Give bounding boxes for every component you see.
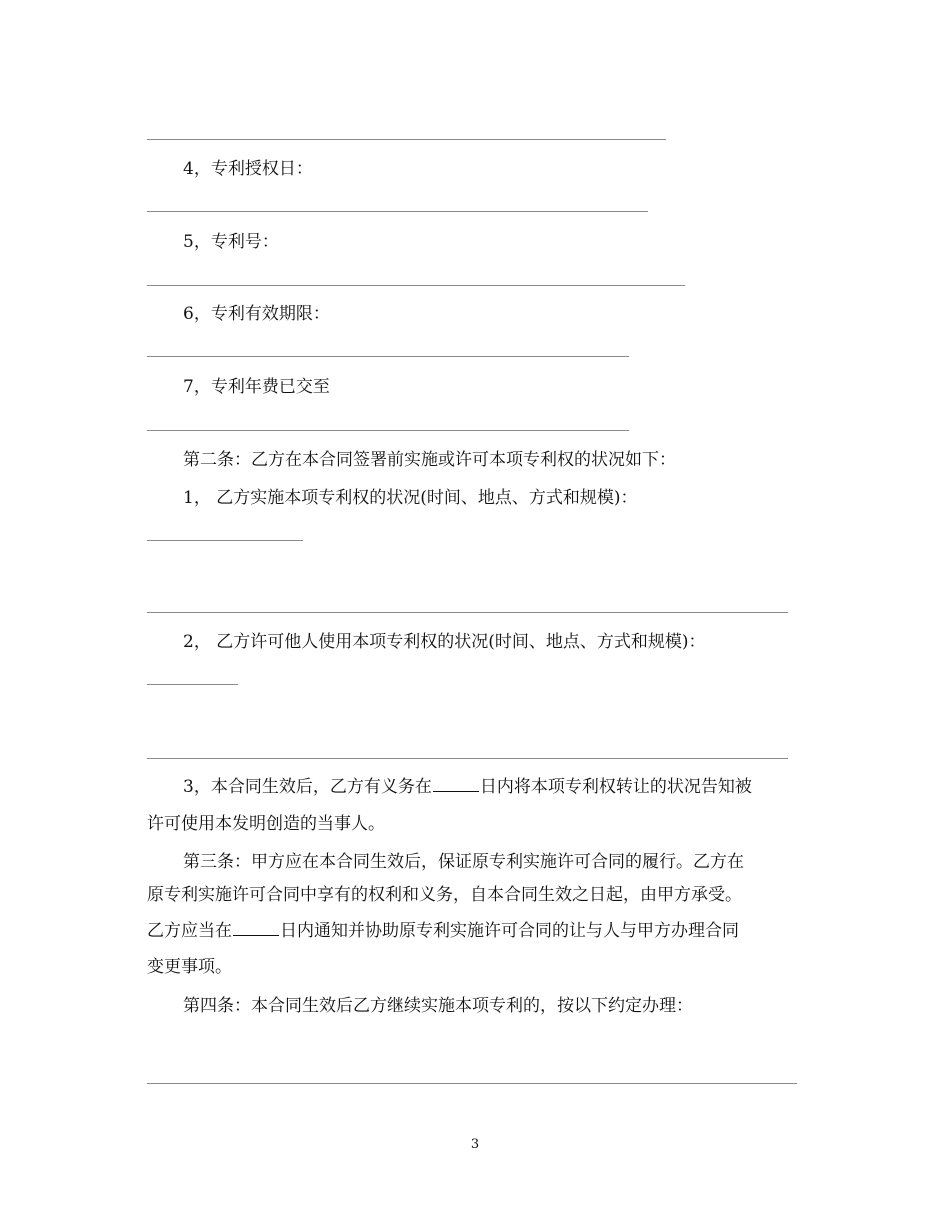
fill-in-line xyxy=(147,758,788,759)
fill-in-line xyxy=(147,285,685,286)
fill-in-line xyxy=(147,211,648,212)
fill-in-line xyxy=(147,684,238,685)
article-2-heading: 第二条：乙方在本合同签署前实施或许可本项专利权的状况如下： xyxy=(183,450,676,470)
article-3-line-3 xyxy=(147,919,739,943)
article-2-item-2: 2， 乙方许可他人使用本项专利权的状况(时间、地点、方式和规模)： xyxy=(183,632,706,652)
page-number: 3 xyxy=(470,1137,480,1152)
item-patent-number: 5，专利号： xyxy=(183,232,279,252)
fill-in-line xyxy=(147,139,666,140)
item-validity-period: 6，专利有效期限： xyxy=(183,304,330,324)
article-2-item-1: 1， 乙方实施本项专利权的状况(时间、地点、方式和规模)： xyxy=(183,488,638,508)
article-3-line-1: 第三条：甲方应在本合同生效后，保证原专利实施许可合同的履行。乙方在 xyxy=(183,852,744,872)
article-2-item-3-text-a: 3，本合同生效后，乙方有义务在 xyxy=(183,777,432,797)
article-2-item-3-text-b: 日内将本项专利权转让的状况告知被 xyxy=(479,777,752,797)
item-grant-date: 4，专利授权日： xyxy=(183,159,313,179)
article-2-item-3-line-1 xyxy=(183,775,752,799)
article-3-line-2: 原专利实施许可合同中享有的权利和义务，自本合同生效之日起，由甲方承受。 xyxy=(147,885,742,905)
fill-in-line xyxy=(147,430,629,431)
days-blank xyxy=(233,919,279,936)
days-blank xyxy=(433,775,479,792)
article-4-line-1: 第四条：本合同生效后乙方继续实施本项专利的，按以下约定办理： xyxy=(183,996,693,1016)
article-3-text-a: 乙方应当在 xyxy=(147,921,232,941)
fill-in-line xyxy=(147,356,629,357)
fill-in-line xyxy=(147,612,788,613)
article-3-line-4: 变更事项。 xyxy=(147,957,232,977)
article-2-item-3-line-2: 许可使用本发明创造的当事人。 xyxy=(147,814,385,834)
article-3-text-b: 日内通知并协助原专利实施许可合同的让与人与甲方办理合同 xyxy=(280,921,739,941)
fill-in-line xyxy=(147,1083,797,1084)
fill-in-line xyxy=(147,540,303,541)
item-annual-fee: 7，专利年费已交至 xyxy=(183,377,330,397)
